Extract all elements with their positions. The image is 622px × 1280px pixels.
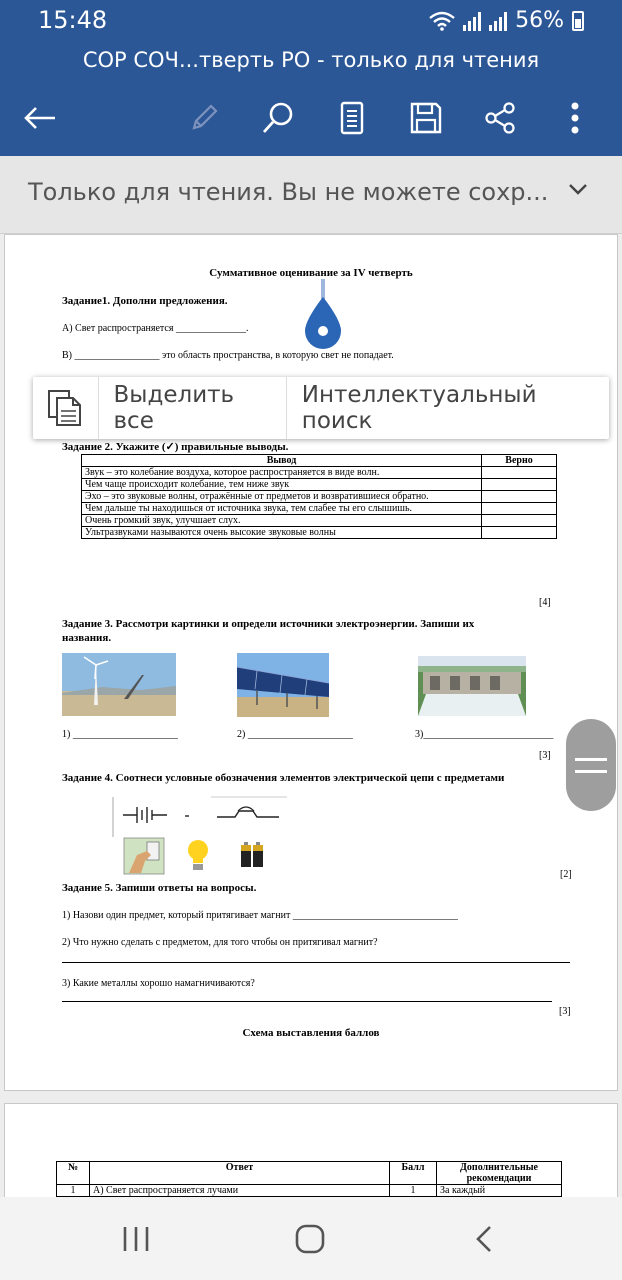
switch-picture-icon <box>123 837 165 875</box>
document-page-1 <box>4 234 618 1091</box>
table-cell: 1 <box>390 1185 437 1197</box>
table-header-cell: Дополнительные рекомендации <box>437 1162 562 1185</box>
scheme-title: Схема выставления баллов <box>242 1027 380 1039</box>
table-row <box>82 479 557 491</box>
table-cell: Чем чаще происходит колебание, тем ниже звук <box>82 479 482 491</box>
table-cell: Ультразвуками называются очень высокие звуковые волны <box>82 527 482 539</box>
task5-question-2: 2) Что нужно сделать с предметом, для того чтобы он притягивал магнит? <box>62 937 378 948</box>
back-icon[interactable] <box>462 1217 506 1261</box>
task5-score: [3] <box>559 1006 571 1017</box>
task5-title: Задание 5. Запиши ответы на вопросы. <box>62 882 257 894</box>
task3-blank-2: 2) _____________________ <box>237 729 353 740</box>
search-icon[interactable] <box>254 94 302 142</box>
light-bulb-icon <box>185 837 211 873</box>
task3-score: [3] <box>539 750 551 761</box>
document-page-2 <box>4 1103 618 1203</box>
task2-table <box>81 454 557 539</box>
table-cell: Очень громкий звук, улучшает слух. <box>82 515 482 527</box>
table-cell: А) Свет распространяется лучами <box>90 1185 390 1197</box>
task2-title: Задание 2. Укажите (✓) правильные выводы. <box>62 441 289 453</box>
scroll-handle[interactable] <box>566 719 616 811</box>
battery-percent: 56% <box>515 8 564 33</box>
reading-view-icon[interactable] <box>328 94 376 142</box>
status-time: 15:48 <box>38 6 108 34</box>
table-cell <box>482 491 557 503</box>
task3-title-line1: Задание 3. Рассмотри картинки и определи источники электроэнергии. Запиши их <box>62 618 475 630</box>
read-only-banner-text: Только для чтения. Вы не можете сохр... <box>28 178 549 206</box>
selection-cursor-icon[interactable] <box>302 279 344 351</box>
status-icons <box>429 8 584 33</box>
task1-line-b: В) _________________ это область пространства, в которую свет не попадает. <box>62 350 394 361</box>
copy-icon <box>45 388 85 428</box>
task4-score: [2] <box>560 869 572 880</box>
signal-icon <box>463 11 481 31</box>
table-header-cell: Ответ <box>90 1162 390 1185</box>
pencil-icon[interactable] <box>180 94 228 142</box>
table-cell <box>482 527 557 539</box>
copy-button[interactable] <box>33 377 99 439</box>
table-header-cell: Балл <box>390 1162 437 1185</box>
task5-answer-line-3 <box>62 1001 552 1002</box>
table-cell: 1 <box>57 1185 90 1197</box>
table-row <box>82 503 557 515</box>
save-icon[interactable] <box>402 94 450 142</box>
select-all-button[interactable]: Выделить все <box>99 377 287 439</box>
table-cell <box>482 479 557 491</box>
table-cell <box>482 467 557 479</box>
home-icon[interactable] <box>288 1217 332 1261</box>
task3-blank-1: 1) _____________________ <box>62 729 178 740</box>
read-only-banner[interactable] <box>0 156 622 234</box>
table-cell <box>482 515 557 527</box>
task2-score: [4] <box>539 597 551 608</box>
task3-title-line2: названия. <box>62 632 112 644</box>
more-icon[interactable] <box>551 94 599 142</box>
table-header-row <box>57 1162 562 1185</box>
table-header-cell: Верно <box>482 455 557 467</box>
hydro-dam-image <box>418 656 526 716</box>
table-cell <box>482 503 557 515</box>
back-arrow-icon[interactable] <box>16 94 64 142</box>
wind-turbine-image <box>62 653 176 716</box>
table-header-cell: Вывод <box>82 455 482 467</box>
task3-blank-3: 3)__________________________ <box>415 729 554 740</box>
task1-title: Задание1. Дополни предложения. <box>62 295 228 307</box>
task4-title: Задание 4. Соотнеси условные обозначения элементов электрической цепи с предметами <box>62 772 505 784</box>
navigation-bar <box>0 1197 622 1280</box>
table-header-cell: № <box>57 1162 90 1185</box>
task5-answer-line-2 <box>62 962 570 963</box>
battery-icon <box>572 11 584 31</box>
table-cell: Чем дальше ты находишься от источника звука, тем слабее ты его слышишь. <box>82 503 482 515</box>
task1-line-a: А) Свет распространяется ______________. <box>62 323 249 334</box>
chevron-down-icon[interactable] <box>568 182 588 201</box>
table-row <box>82 527 557 539</box>
selection-context-menu <box>33 377 609 439</box>
document-heading: Суммативное оценивание за IV четверть <box>209 267 413 279</box>
scheme-table <box>56 1161 562 1197</box>
table-row <box>57 1185 562 1197</box>
batteries-icon <box>239 839 265 869</box>
table-row <box>82 515 557 527</box>
signal-icon-2 <box>489 11 507 31</box>
table-cell: Эхо – это звуковые волны, отражённые от предметов и возвратившиеся обратно. <box>82 491 482 503</box>
solar-panels-image <box>237 653 329 717</box>
smart-lookup-button[interactable]: Интеллектуальный поиск <box>301 382 537 434</box>
recents-icon[interactable] <box>114 1217 158 1261</box>
task5-question-3: 3) Какие металлы хорошо намагничиваются? <box>62 978 255 989</box>
table-cell: Звук – это колебание воздуха, которое распространяется в виде волн. <box>82 467 482 479</box>
share-icon[interactable] <box>476 94 524 142</box>
table-row <box>82 491 557 503</box>
table-header-row <box>82 455 557 467</box>
task5-question-1: 1) Назови один предмет, который притягивает магнит _________________________________ <box>62 910 458 921</box>
circuit-symbols-image <box>111 795 291 839</box>
wifi-icon <box>429 11 455 31</box>
table-cell: За каждый <box>437 1185 562 1197</box>
status-bar <box>0 0 622 42</box>
table-row <box>82 467 557 479</box>
toolbar <box>0 82 622 156</box>
document-title: СОР СОЧ...тверть РО - только для чтения <box>0 42 622 82</box>
